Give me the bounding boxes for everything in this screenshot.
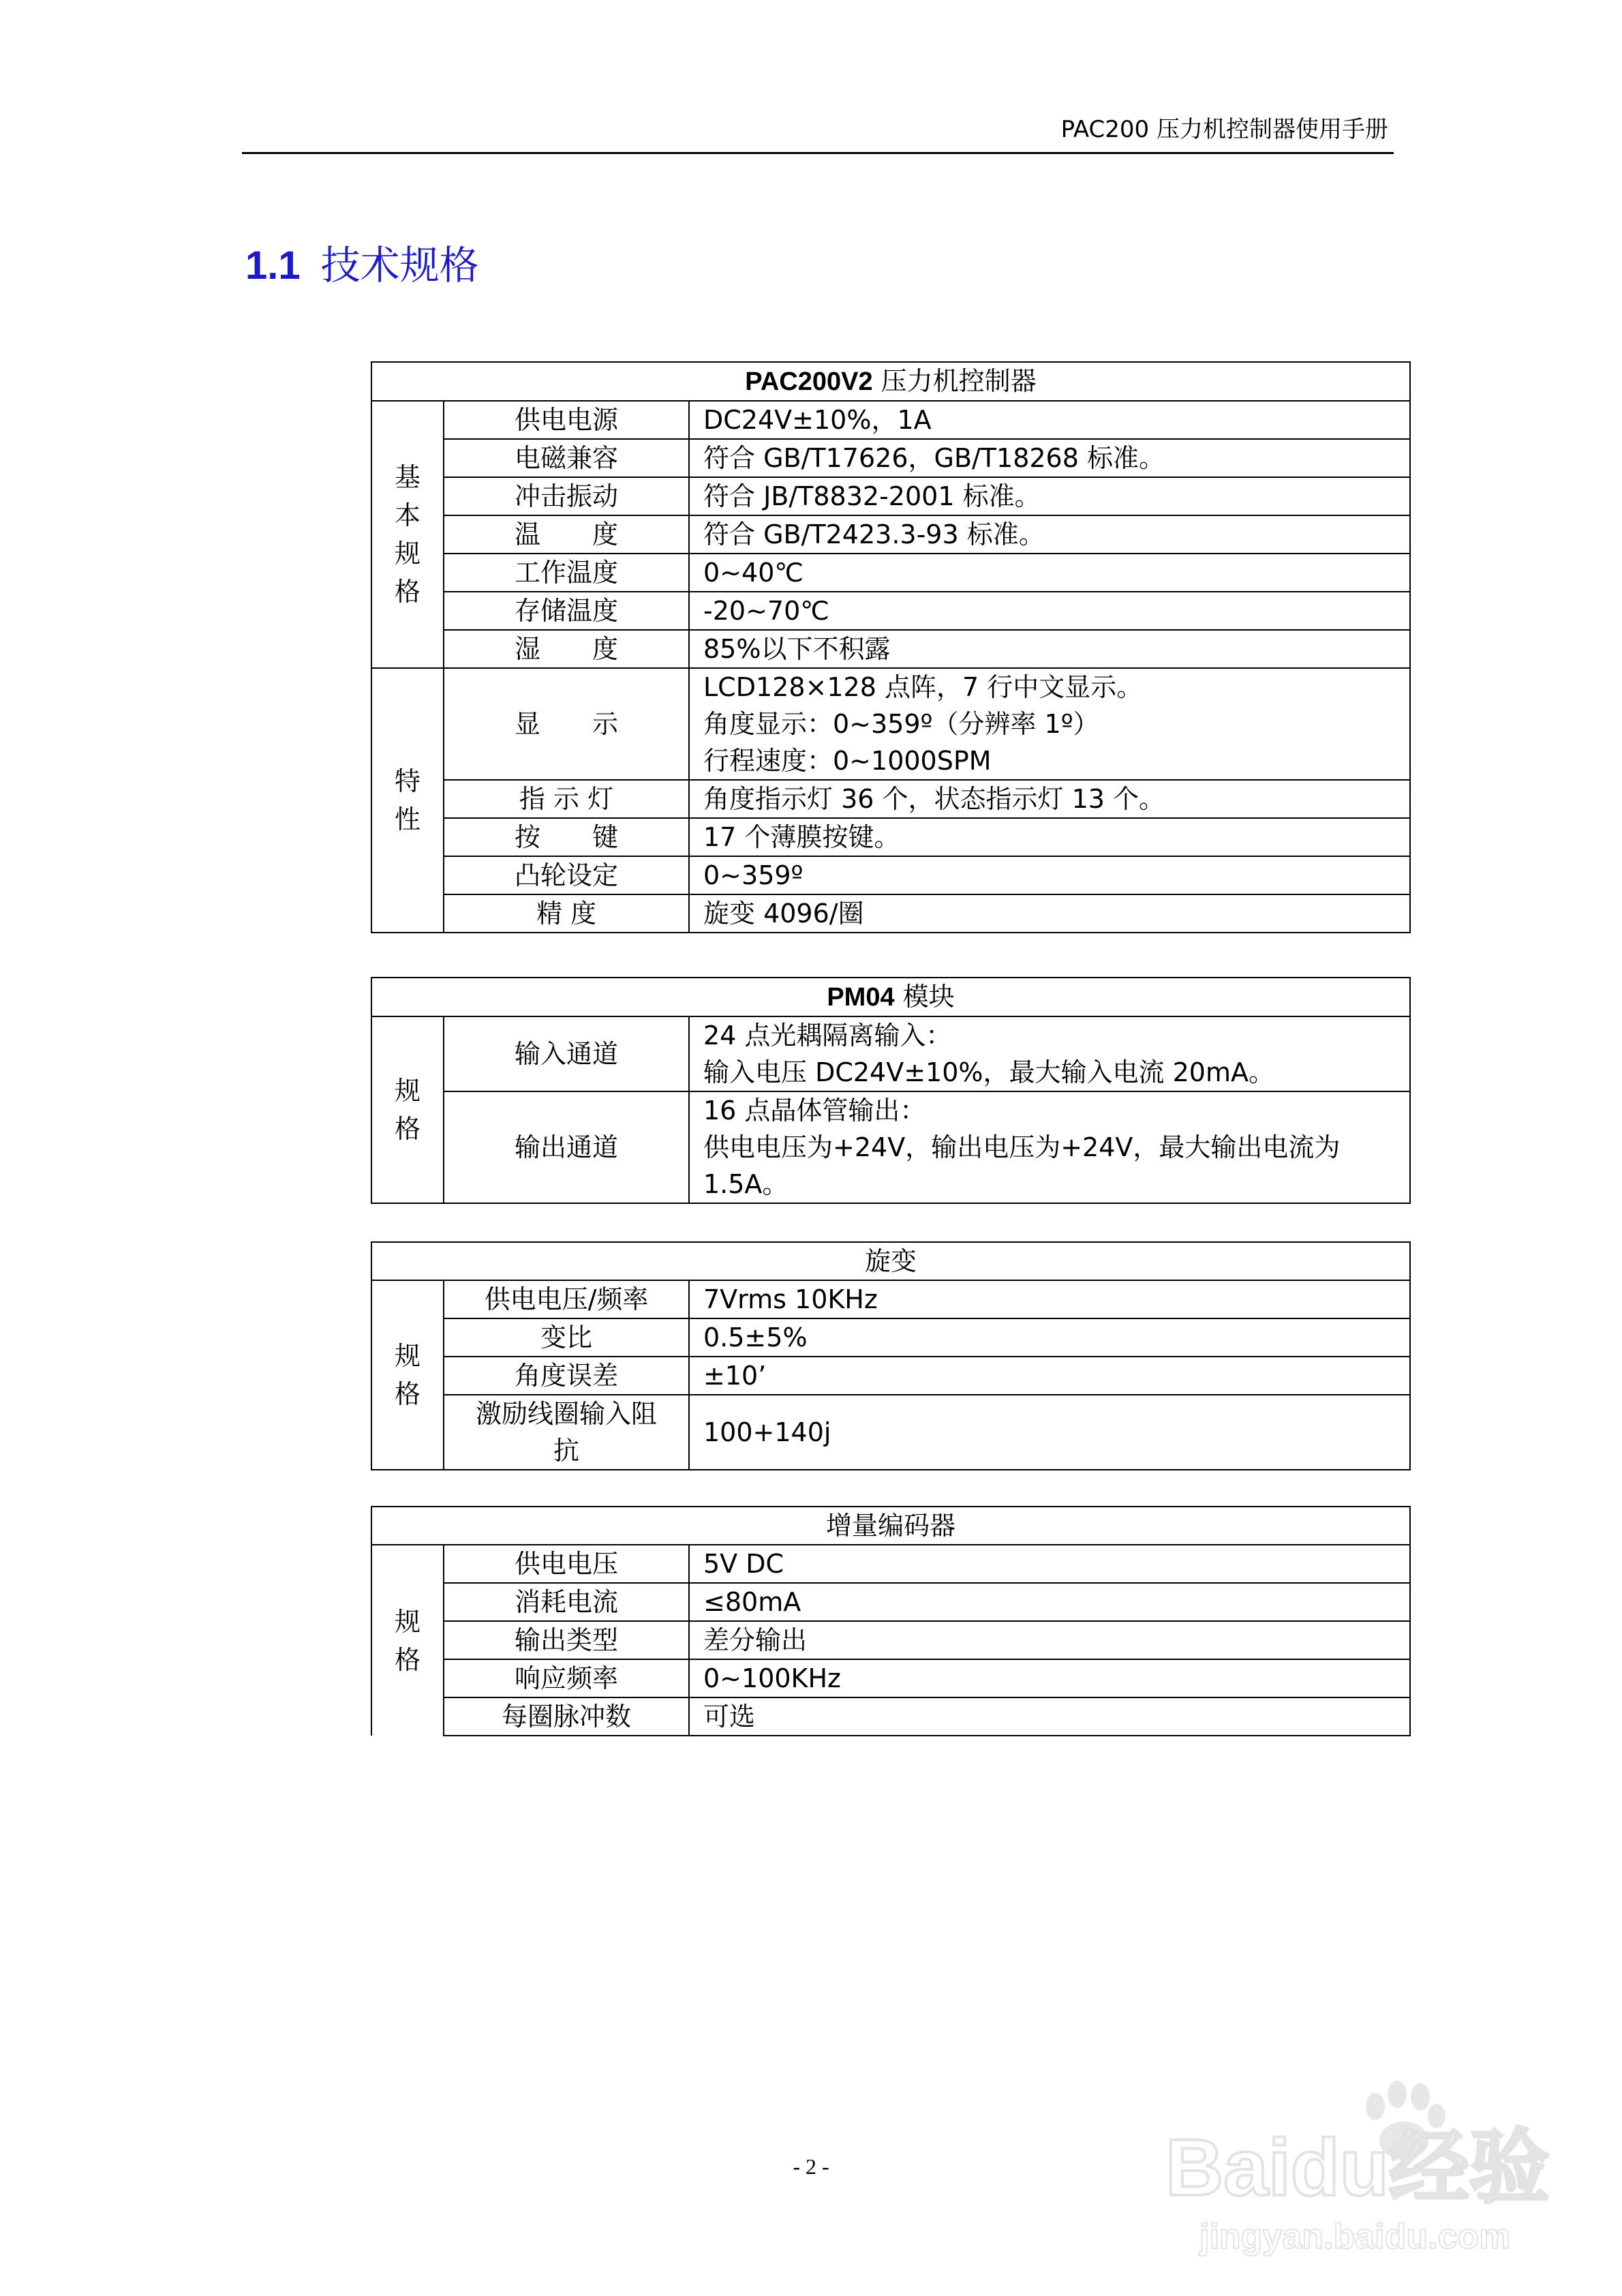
spec-value: 5V DC bbox=[689, 1545, 1410, 1583]
spec-value: 85%以下不积露 bbox=[689, 630, 1410, 668]
pm04-spec-table bbox=[371, 977, 1411, 1204]
table-row bbox=[371, 1395, 1410, 1470]
group-label: 规格 bbox=[394, 1341, 420, 1409]
spec-name: 供电电源 bbox=[444, 401, 689, 439]
table-row bbox=[371, 515, 1410, 554]
spec-name: 响应频率 bbox=[444, 1659, 689, 1697]
section-title bbox=[245, 233, 479, 290]
spec-name: 激励线圈输入阻 抗 bbox=[444, 1395, 689, 1470]
spec-value: 17 个薄膜按键。 bbox=[689, 818, 1410, 856]
spec-value: 可选 bbox=[689, 1697, 1410, 1736]
spec-name: 显 示 bbox=[444, 668, 689, 780]
spec-name: 按 键 bbox=[444, 818, 689, 856]
spec-value: 符合 JB/T8832-2001 标准。 bbox=[689, 477, 1410, 515]
spec-name: 消耗电流 bbox=[444, 1583, 689, 1621]
table-row bbox=[371, 1091, 1410, 1203]
group-label: 基本规格 bbox=[394, 462, 420, 607]
spec-name: 精 度 bbox=[444, 894, 689, 933]
spec-value: 0~359º bbox=[689, 856, 1410, 894]
table-title bbox=[371, 362, 1410, 401]
spec-name: 供电电压/频率 bbox=[444, 1280, 689, 1318]
spec-value: ±10’ bbox=[689, 1357, 1410, 1395]
table-row bbox=[371, 1280, 1410, 1318]
spec-name: 输出类型 bbox=[444, 1621, 689, 1659]
group-cell bbox=[371, 1545, 444, 1736]
section-number: 1.1 bbox=[245, 243, 301, 288]
spec-value: 100+140j bbox=[689, 1395, 1410, 1470]
group-cell bbox=[371, 401, 444, 668]
controller-spec-table bbox=[371, 361, 1411, 933]
baidu-watermark-logo bbox=[1159, 2066, 1567, 2270]
table-row bbox=[371, 592, 1410, 630]
table-row bbox=[371, 894, 1410, 933]
spec-name: 变比 bbox=[444, 1318, 689, 1357]
table-row bbox=[371, 362, 1410, 401]
table-title: 增量编码器 bbox=[371, 1507, 1410, 1545]
group-label: 规格 bbox=[394, 1076, 420, 1144]
spec-value: 24 点光耦隔离输入： 输入电压 DC24V±10%，最大输入电流 20mA。 bbox=[689, 1016, 1410, 1091]
table-row bbox=[371, 554, 1410, 592]
spec-value: 16 点晶体管输出： 供电电压为+24V，输出电压为+24V，最大输出电流为 1.5A。 bbox=[689, 1091, 1410, 1203]
table-row bbox=[371, 818, 1410, 856]
table-row bbox=[371, 668, 1410, 780]
group-label: 规格 bbox=[394, 1606, 420, 1675]
spec-value: 0~40℃ bbox=[689, 554, 1410, 592]
table-title bbox=[371, 978, 1410, 1016]
spec-name: 冲击振动 bbox=[444, 477, 689, 515]
group-cell bbox=[371, 1280, 444, 1470]
spec-value: 7Vrms 10KHz bbox=[689, 1280, 1410, 1318]
spec-name: 湿 度 bbox=[444, 630, 689, 668]
table-row bbox=[371, 477, 1410, 515]
group-cell bbox=[371, 668, 444, 933]
table-title: 旋变 bbox=[371, 1242, 1410, 1280]
table-row bbox=[371, 1318, 1410, 1357]
section-title-text: 技术规格 bbox=[320, 242, 479, 288]
spec-value: 差分输出 bbox=[689, 1621, 1410, 1659]
spec-value: 角度指示灯 36 个，状态指示灯 13 个。 bbox=[689, 780, 1410, 818]
table-row bbox=[371, 1242, 1410, 1280]
page-header bbox=[242, 109, 1394, 154]
spec-value: 符合 GB/T2423.3-93 标准。 bbox=[689, 515, 1410, 554]
table-row bbox=[371, 1621, 1410, 1659]
spec-name: 输入通道 bbox=[444, 1016, 689, 1091]
table-row bbox=[371, 978, 1410, 1016]
table-row bbox=[371, 1659, 1410, 1697]
resolver-spec-table bbox=[371, 1241, 1411, 1470]
spec-value: DC24V±10%，1A bbox=[689, 401, 1410, 439]
table-title-bold: PM04 bbox=[827, 983, 895, 1012]
watermark-url: jingyan.baidu.com bbox=[1199, 2217, 1511, 2256]
spec-value: 旋变 4096/圈 bbox=[689, 894, 1410, 933]
table-row bbox=[371, 1016, 1410, 1091]
table-row bbox=[371, 1545, 1410, 1583]
spec-value: 0.5±5% bbox=[689, 1318, 1410, 1357]
table-title-bold: PAC200V2 bbox=[745, 367, 873, 396]
spec-value: 0~100KHz bbox=[689, 1659, 1410, 1697]
spec-name: 角度误差 bbox=[444, 1357, 689, 1395]
table-row bbox=[371, 1697, 1410, 1736]
spec-name: 工作温度 bbox=[444, 554, 689, 592]
table-title-rest: 压力机控制器 bbox=[872, 366, 1037, 396]
header-title: PAC200 压力机控制器使用手册 bbox=[1060, 116, 1388, 143]
spec-name: 每圈脉冲数 bbox=[444, 1697, 689, 1736]
page-number: - 2 - bbox=[793, 2154, 829, 2179]
spec-name: 供电电压 bbox=[444, 1545, 689, 1583]
spec-value: ≤80mA bbox=[689, 1583, 1410, 1621]
encoder-spec-table bbox=[371, 1506, 1411, 1736]
group-cell bbox=[371, 1016, 444, 1203]
table-row bbox=[371, 1357, 1410, 1395]
table-row bbox=[371, 401, 1410, 439]
spec-value: 符合 GB/T17626，GB/T18268 标准。 bbox=[689, 439, 1410, 477]
watermark-brand: Baidu经验 bbox=[1165, 2123, 1550, 2213]
table-row bbox=[371, 439, 1410, 477]
group-label: 特性 bbox=[394, 766, 420, 834]
spec-value: -20~70℃ bbox=[689, 592, 1410, 630]
table-row bbox=[371, 1507, 1410, 1545]
spec-name: 温 度 bbox=[444, 515, 689, 554]
table-row bbox=[371, 1583, 1410, 1621]
spec-name: 指 示 灯 bbox=[444, 780, 689, 818]
spec-name: 凸轮设定 bbox=[444, 856, 689, 894]
table-row bbox=[371, 780, 1410, 818]
table-row bbox=[371, 630, 1410, 668]
spec-name: 电磁兼容 bbox=[444, 439, 689, 477]
spec-name: 存储温度 bbox=[444, 592, 689, 630]
table-row bbox=[371, 856, 1410, 894]
spec-value: LCD128×128 点阵，7 行中文显示。 角度显示：0~359º（分辨率 1º） 行程速度：0~1000SPM bbox=[689, 668, 1410, 780]
spec-name: 输出通道 bbox=[444, 1091, 689, 1203]
table-title-rest: 模块 bbox=[894, 982, 955, 1012]
